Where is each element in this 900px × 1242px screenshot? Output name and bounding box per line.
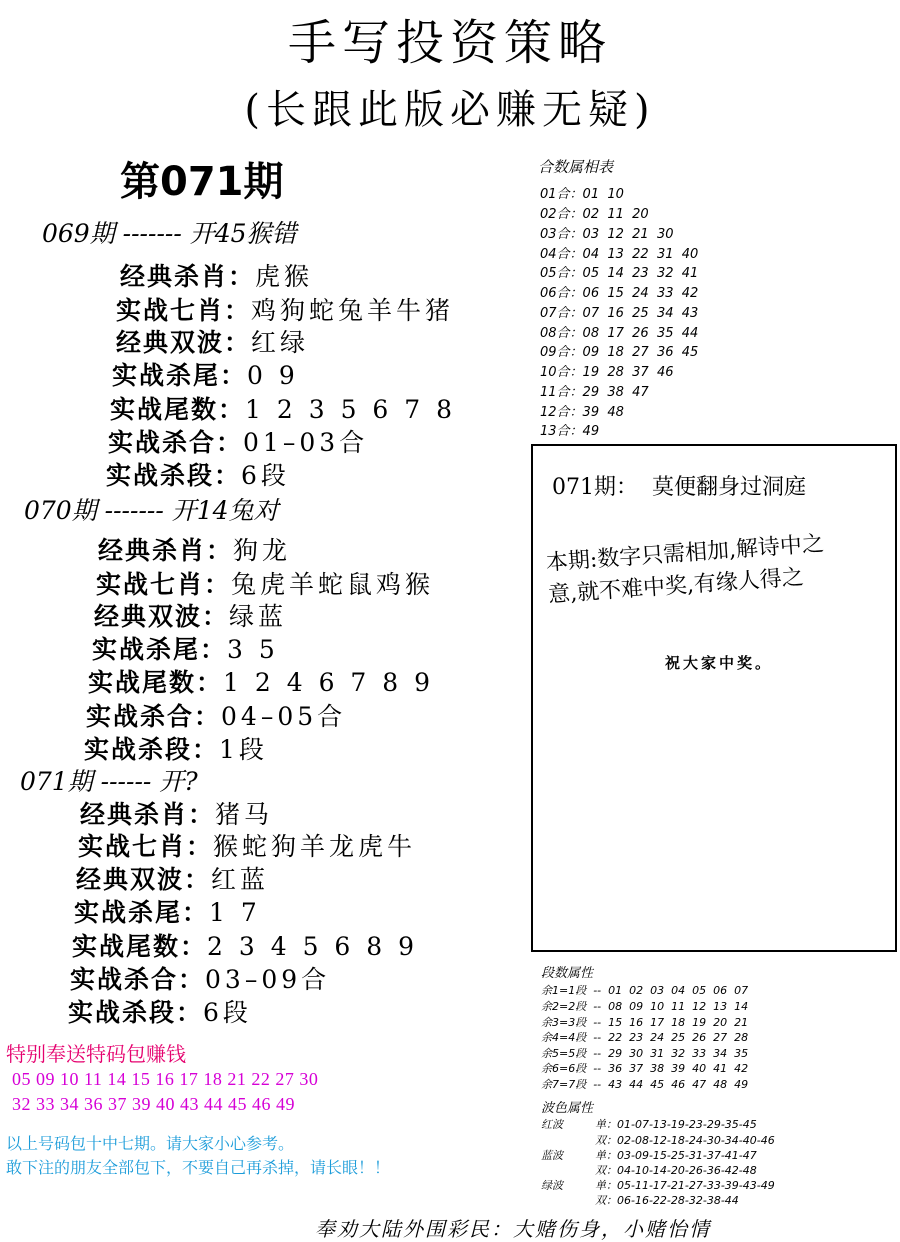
page-subtitle: (长跟此版必赚无疑): [244, 87, 656, 133]
sum-table-row: 08合：08 17 26 35 44: [540, 326, 699, 341]
sum-table-row: 03合：03 12 21 30: [540, 227, 674, 242]
wave-row: 单：01-07-13-19-23-29-35-45: [595, 1118, 757, 1131]
segment-table-row: 余7=7段 -- 43 44 45 46 47 48 49: [541, 1078, 749, 1091]
period-069-line: 实战杀段：6段: [106, 461, 290, 490]
wave-row: 单：05-11-17-21-27-33-39-43-49: [595, 1179, 775, 1192]
issue-number: 第071期: [120, 159, 284, 205]
period-071-line: 实战七肖：猴蛇狗羊龙虎牛: [78, 832, 417, 861]
segment-table-row: 余5=5段 -- 29 30 31 32 33 34 35: [541, 1047, 749, 1060]
period-069-line: 实战尾数：1 2 3 5 6 7 8: [110, 395, 457, 424]
sum-table-row: 05合：05 14 23 32 41: [540, 266, 699, 281]
period-071-line: 经典双波：红蓝: [76, 865, 270, 894]
period-069-line: 实战七肖：鸡狗蛇兔羊牛猪: [116, 296, 455, 325]
sum-table-row: 04合：04 13 22 31 40: [540, 247, 699, 262]
wave-name: 红波: [541, 1118, 563, 1131]
segment-table-title: 段数属性: [541, 966, 594, 981]
sum-table-row: 12合：39 48: [540, 405, 624, 420]
sum-table-row: 13合：49: [540, 424, 600, 439]
period-070-line: 实战尾数：1 2 4 6 7 8 9: [88, 668, 435, 697]
wave-name: 绿波: [541, 1179, 563, 1192]
period-070-line: 经典杀肖：狗龙: [98, 536, 292, 565]
period-069-line: 经典双波：红绿: [116, 328, 310, 357]
sum-table-row: 02合：02 11 20: [540, 207, 649, 222]
period-070-line: 实战杀尾：3 5: [92, 635, 279, 664]
sum-table-row: 01合：01 10: [540, 187, 624, 202]
poem-box-head: 071期： 莫便翻身过洞庭: [552, 475, 806, 500]
period-070-line: 实战七肖：兔虎羊蛇鼠鸡猴: [96, 570, 435, 599]
period-071-line: 实战杀尾：1 7: [74, 898, 261, 927]
poem-box: [531, 444, 897, 952]
period-071-head: 071期 ------ 开?: [20, 767, 198, 796]
page-title: 手写投资策略: [287, 15, 612, 71]
promo-notice: 以上号码包十中七期。请大家小心参考。: [6, 1134, 295, 1153]
sum-table-title: 合数属相表: [538, 158, 614, 176]
period-070-line: 实战杀段：1段: [84, 735, 268, 764]
period-071-line: 经典杀肖：猪马: [80, 800, 274, 829]
period-069-line: 实战杀尾：0 9: [112, 361, 299, 390]
period-071-line: 实战杀段：6段: [68, 998, 252, 1027]
sum-table-row: 07合：07 16 25 34 43: [540, 306, 699, 321]
period-069-line: 实战杀合：01–03合: [108, 428, 369, 457]
period-071-line: 实战杀合：03–09合: [70, 965, 331, 994]
promo-numbers-line: 32 33 34 36 37 39 40 43 44 45 46 49: [12, 1094, 295, 1114]
wave-row: 双：04-10-14-20-26-36-42-48: [595, 1164, 757, 1177]
segment-table-row: 余4=4段 -- 22 23 24 25 26 27 28: [541, 1031, 749, 1044]
poem-line: 本期:数字只需相加,解诗中之: [545, 531, 825, 576]
period-070-head: 070期 ------- 开14兔对: [24, 496, 279, 525]
wish-text: 祝大家中奖。: [665, 654, 774, 672]
sum-table-row: 09合：09 18 27 36 45: [540, 345, 699, 360]
period-071-line: 实战尾数：2 3 4 5 6 8 9: [72, 932, 419, 961]
footer-text: 奉劝大陆外围彩民：大赌伤身，小赌怡情: [315, 1217, 711, 1241]
segment-table-row: 余3=3段 -- 15 16 17 18 19 20 21: [541, 1016, 749, 1029]
period-069-head: 069期 ------- 开45猴错: [42, 219, 297, 248]
wave-row: 单：03-09-15-25-31-37-41-47: [595, 1149, 757, 1162]
wave-row: 双：02-08-12-18-24-30-34-40-46: [595, 1134, 775, 1147]
wave-row: 双：06-16-22-28-32-38-44: [595, 1194, 739, 1207]
segment-table-row: 余2=2段 -- 08 09 10 11 12 13 14: [541, 1000, 749, 1013]
promo-notice: 敢下注的朋友全部包下，不要自己再杀掉，请长眼！！: [6, 1158, 391, 1177]
poem-line: 意,就不难中奖,有缘人得之: [547, 565, 805, 608]
period-069-line: 经典杀肖：虎猴: [120, 262, 314, 291]
sum-table-row: 10合：19 28 37 46: [540, 365, 674, 380]
promo-title: 特别奉送特码包赚钱: [6, 1042, 186, 1066]
segment-table-row: 余1=1段 -- 01 02 03 04 05 06 07: [541, 984, 749, 997]
period-070-line: 实战杀合：04–05合: [86, 702, 347, 731]
segment-table-row: 余6=6段 -- 36 37 38 39 40 41 42: [541, 1062, 749, 1075]
wave-name: 蓝波: [541, 1149, 563, 1162]
sum-table-row: 06合：06 15 24 33 42: [540, 286, 699, 301]
sum-table-row: 11合：29 38 47: [540, 385, 649, 400]
period-070-line: 经典双波：绿蓝: [94, 602, 288, 631]
wave-table-title: 波色属性: [541, 1101, 594, 1116]
promo-numbers-line: 05 09 10 11 14 15 16 17 18 21 22 27 30: [12, 1069, 319, 1089]
